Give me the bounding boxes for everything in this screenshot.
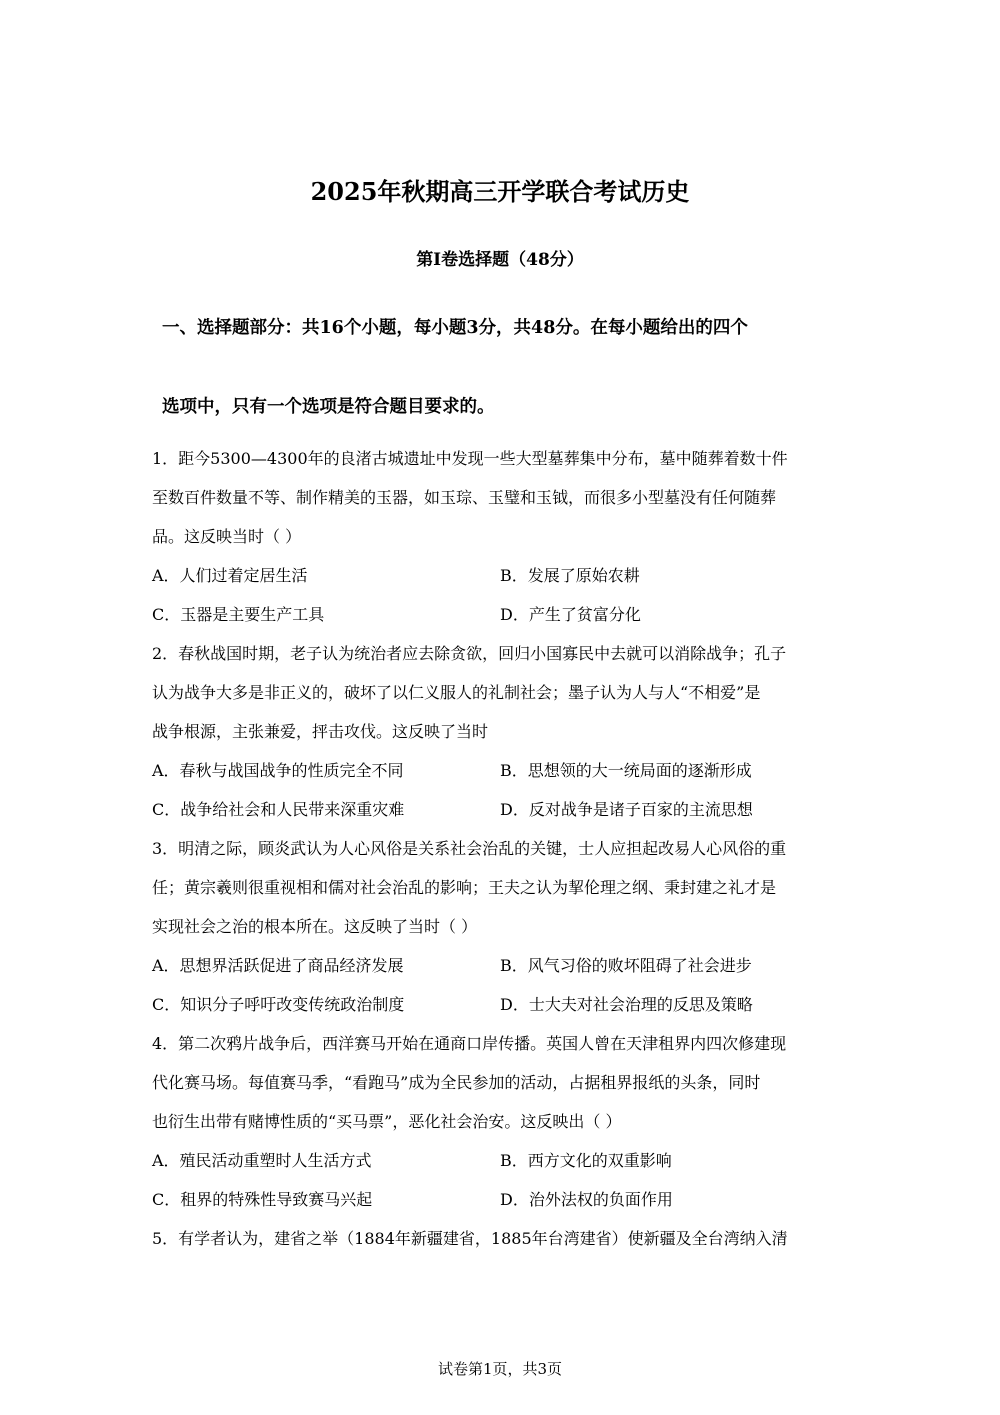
- question-text-line: 也衍生出带有赌博性质的“买马票”，恶化社会治安。这反映出（ ）: [152, 1112, 622, 1131]
- option-d: D．反对战争是诸子百家的主流思想: [500, 800, 753, 819]
- question-text-line: 5．有学者认为，建省之举（1884年新疆建省，1885年台湾建省）使新疆及全台湾纳入清: [152, 1229, 788, 1248]
- section-instruction-line-2: 选项中，只有一个选项是符合题目要求的。: [162, 397, 495, 417]
- option-d: D．治外法权的负面作用: [500, 1190, 673, 1209]
- section-subtitle: 第I卷选择题（48分）: [416, 250, 584, 270]
- option-c: C．玉器是主要生产工具: [152, 605, 325, 624]
- option-d: D．士大夫对社会治理的反思及策略: [500, 995, 753, 1014]
- option-d: D．产生了贫富分化: [500, 605, 641, 624]
- option-b: B．思想领的大一统局面的逐渐形成: [500, 761, 752, 780]
- question-text-line: 4．第二次鸦片战争后，西洋赛马开始在通商口岸传播。英国人曾在天津租界内四次修建现: [152, 1034, 787, 1053]
- page-title: 2025年秋期高三开学联合考试历史: [310, 177, 690, 206]
- section-instruction-line-1: 一、选择题部分：共16个小题，每小题3分，共48分。在每小题给出的四个: [162, 318, 748, 338]
- question-text-line: 认为战争大多是非正义的，破坏了以仁义服人的礼制社会；墨子认为人与人“不相爱”是: [152, 683, 761, 702]
- option-a: A．人们过着定居生活: [152, 566, 308, 585]
- question-text-line: 实现社会之治的根本所在。这反映了当时（ ）: [152, 917, 478, 936]
- option-b: B．西方文化的双重影响: [500, 1151, 672, 1170]
- question-text-line: 代化赛马场。每值赛马季，“看跑马”成为全民参加的活动，占据租界报纸的头条，同时: [152, 1073, 761, 1092]
- question-text-line: 战争根源，主张兼爱，抨击攻伐。这反映了当时: [152, 722, 489, 741]
- page-footer: 试卷第1页，共3页: [437, 1360, 563, 1378]
- option-b: B．风气习俗的败坏阻碍了社会进步: [500, 956, 752, 975]
- option-a: A．殖民活动重塑时人生活方式: [152, 1151, 372, 1170]
- option-c: C．租界的特殊性导致赛马兴起: [152, 1190, 373, 1209]
- question-text-line: 至数百件数量不等、制作精美的玉器，如玉琮、玉璧和玉钺，而很多小型墓没有任何随葬: [152, 488, 777, 507]
- option-a: A．春秋与战国战争的性质完全不同: [152, 761, 404, 780]
- question-text-line: 3．明清之际，顾炎武认为人心风俗是关系社会治乱的关键，士人应担起改易人心风俗的重: [152, 839, 787, 858]
- option-c: C．战争给社会和人民带来深重灾难: [152, 800, 405, 819]
- option-a: A．思想界活跃促进了商品经济发展: [152, 956, 404, 975]
- option-b: B．发展了原始农耕: [500, 566, 640, 585]
- option-c: C．知识分子呼吁改变传统政治制度: [152, 995, 405, 1014]
- question-text-line: 任；黄宗羲则很重视相和儒对社会治乱的影响；王夫之认为挈伦理之纲、秉封建之礼才是: [152, 878, 777, 897]
- question-text-line: 1．距今5300—4300年的良渚古城遗址中发现一些大型墓葬集中分布，墓中随葬着数十件: [152, 449, 788, 468]
- question-text-line: 品。这反映当时（ ）: [152, 527, 302, 546]
- question-text-line: 2．春秋战国时期，老子认为统治者应去除贪欲，回归小国寡民中去就可以消除战争；孔子: [152, 644, 787, 663]
